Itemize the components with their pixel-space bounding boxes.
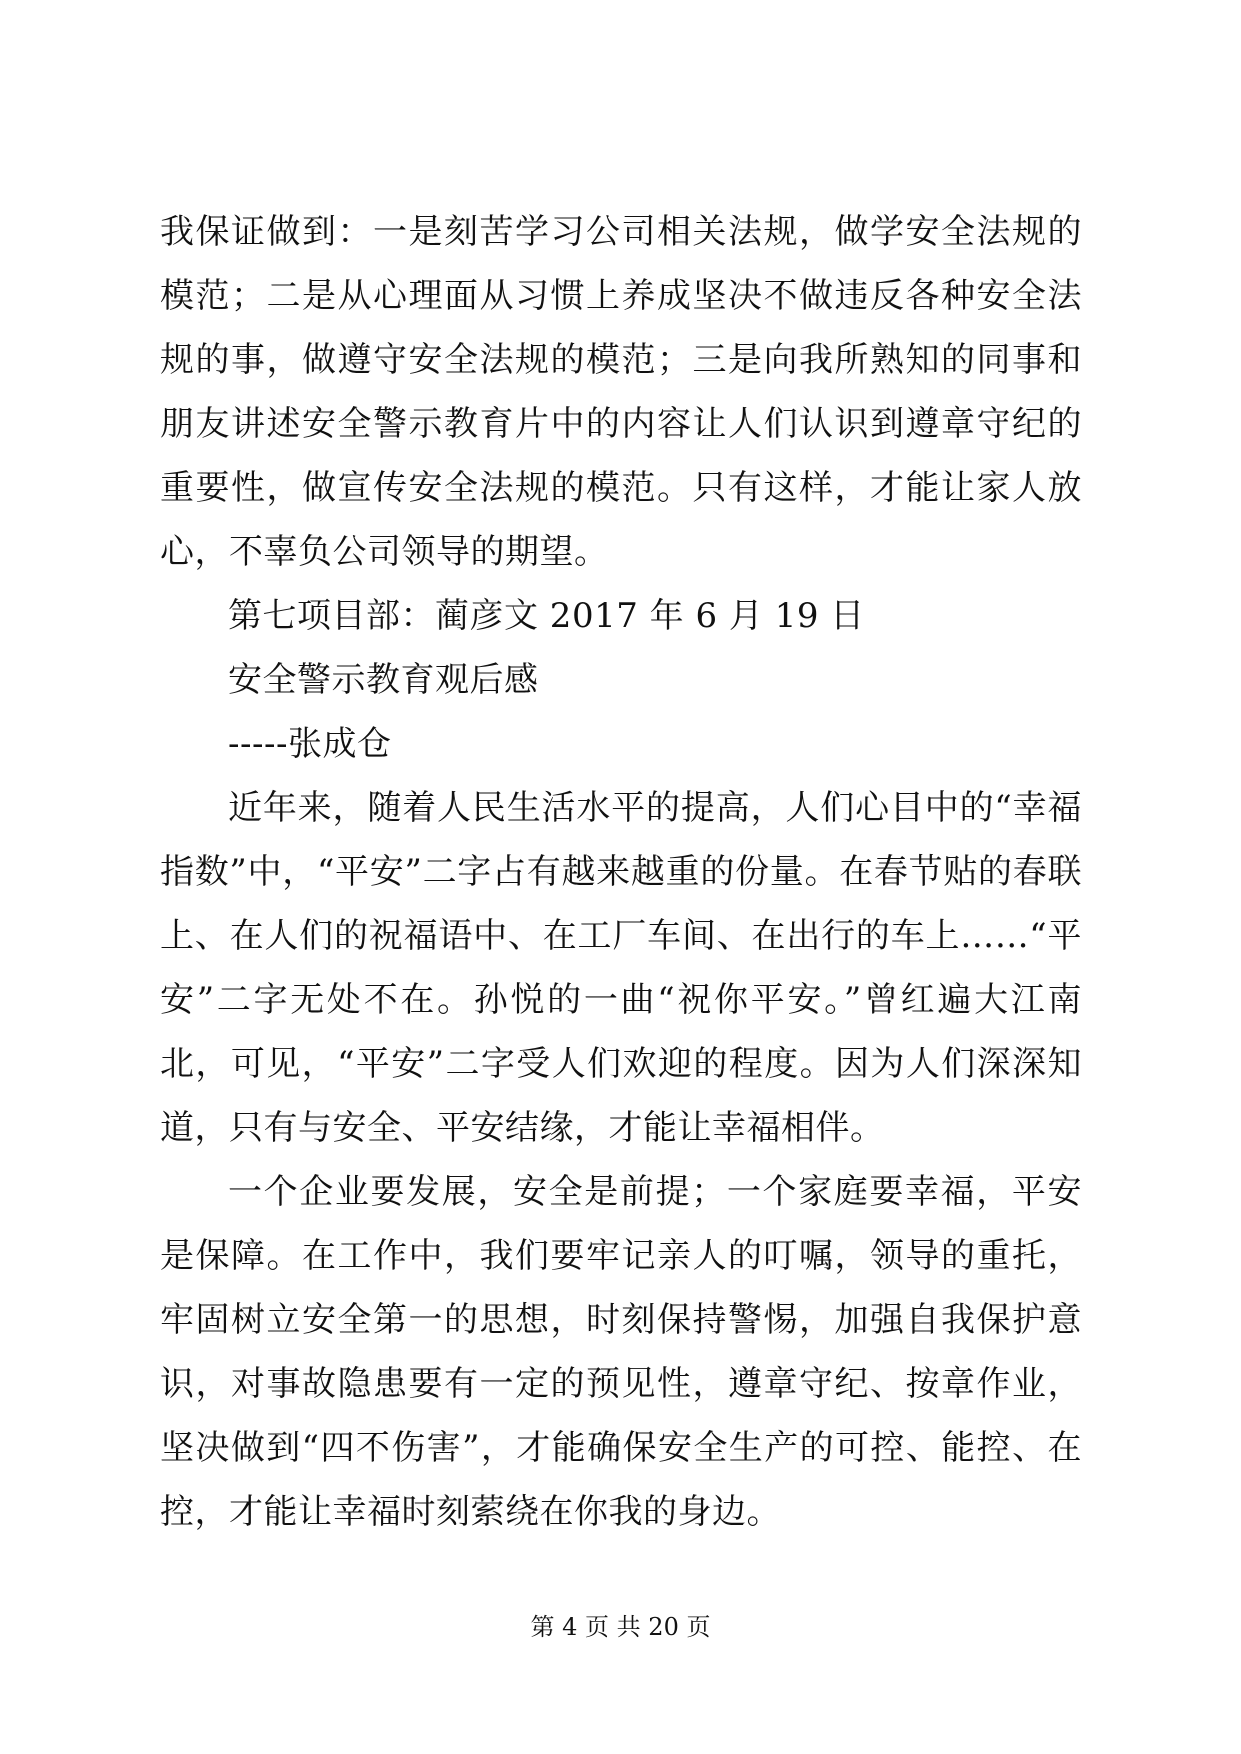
document-body [160, 200, 1082, 1544]
paragraph-intro: 近年来，随着人民生活水平的提高，人们心目中的“幸福指数”中，“平安”二字占有越来越重的份量。在春节贴的春联上、在人们的祝福语中、在工厂车间、在出行的车上……“平安”二字无处不在。孙悦的一曲“祝你平安。”曾红遍大江南北，可见，“平安”二字受人们欢迎的程度。因为人们深深知道，只有与安全、平安结缘，才能让幸福相伴。 [160, 788, 1082, 1148]
paragraph-signature: 第七项目部：蔺彦文 2017 年 6 月 19 日 [228, 596, 865, 636]
page-number-footer: 第 4 页 共 20 页 [530, 1613, 711, 1641]
article-title: 安全警示教育观后感 [228, 660, 539, 700]
paragraph-pledge: 我保证做到：一是刻苦学习公司相关法规，做学安全法规的模范；二是从心理面从习惯上养成坚决不做违反各种安全法规的事，做遵守安全法规的模范；三是向我所熟知的同事和朋友讲述安全警示教育片中的内容让人们认识到遵章守纪的重要性，做宣传安全法规的模范。只有这样，才能让家人放心，不辜负公司领导的期望。 [160, 212, 1082, 572]
article-author: -----张成仓 [228, 724, 392, 764]
paragraph-safety: 一个企业要发展，安全是前提；一个家庭要幸福，平安是保障。在工作中，我们要牢记亲人的叮嘱，领导的重托，牢固树立安全第一的思想，时刻保持警惕，加强自我保护意识，对事故隐患要有一定的预见性，遵章守纪、按章作业，坚决做到“四不伤害”，才能确保安全生产的可控、能控、在控，才能让幸福时刻萦绕在你我的身边。 [160, 1172, 1082, 1532]
